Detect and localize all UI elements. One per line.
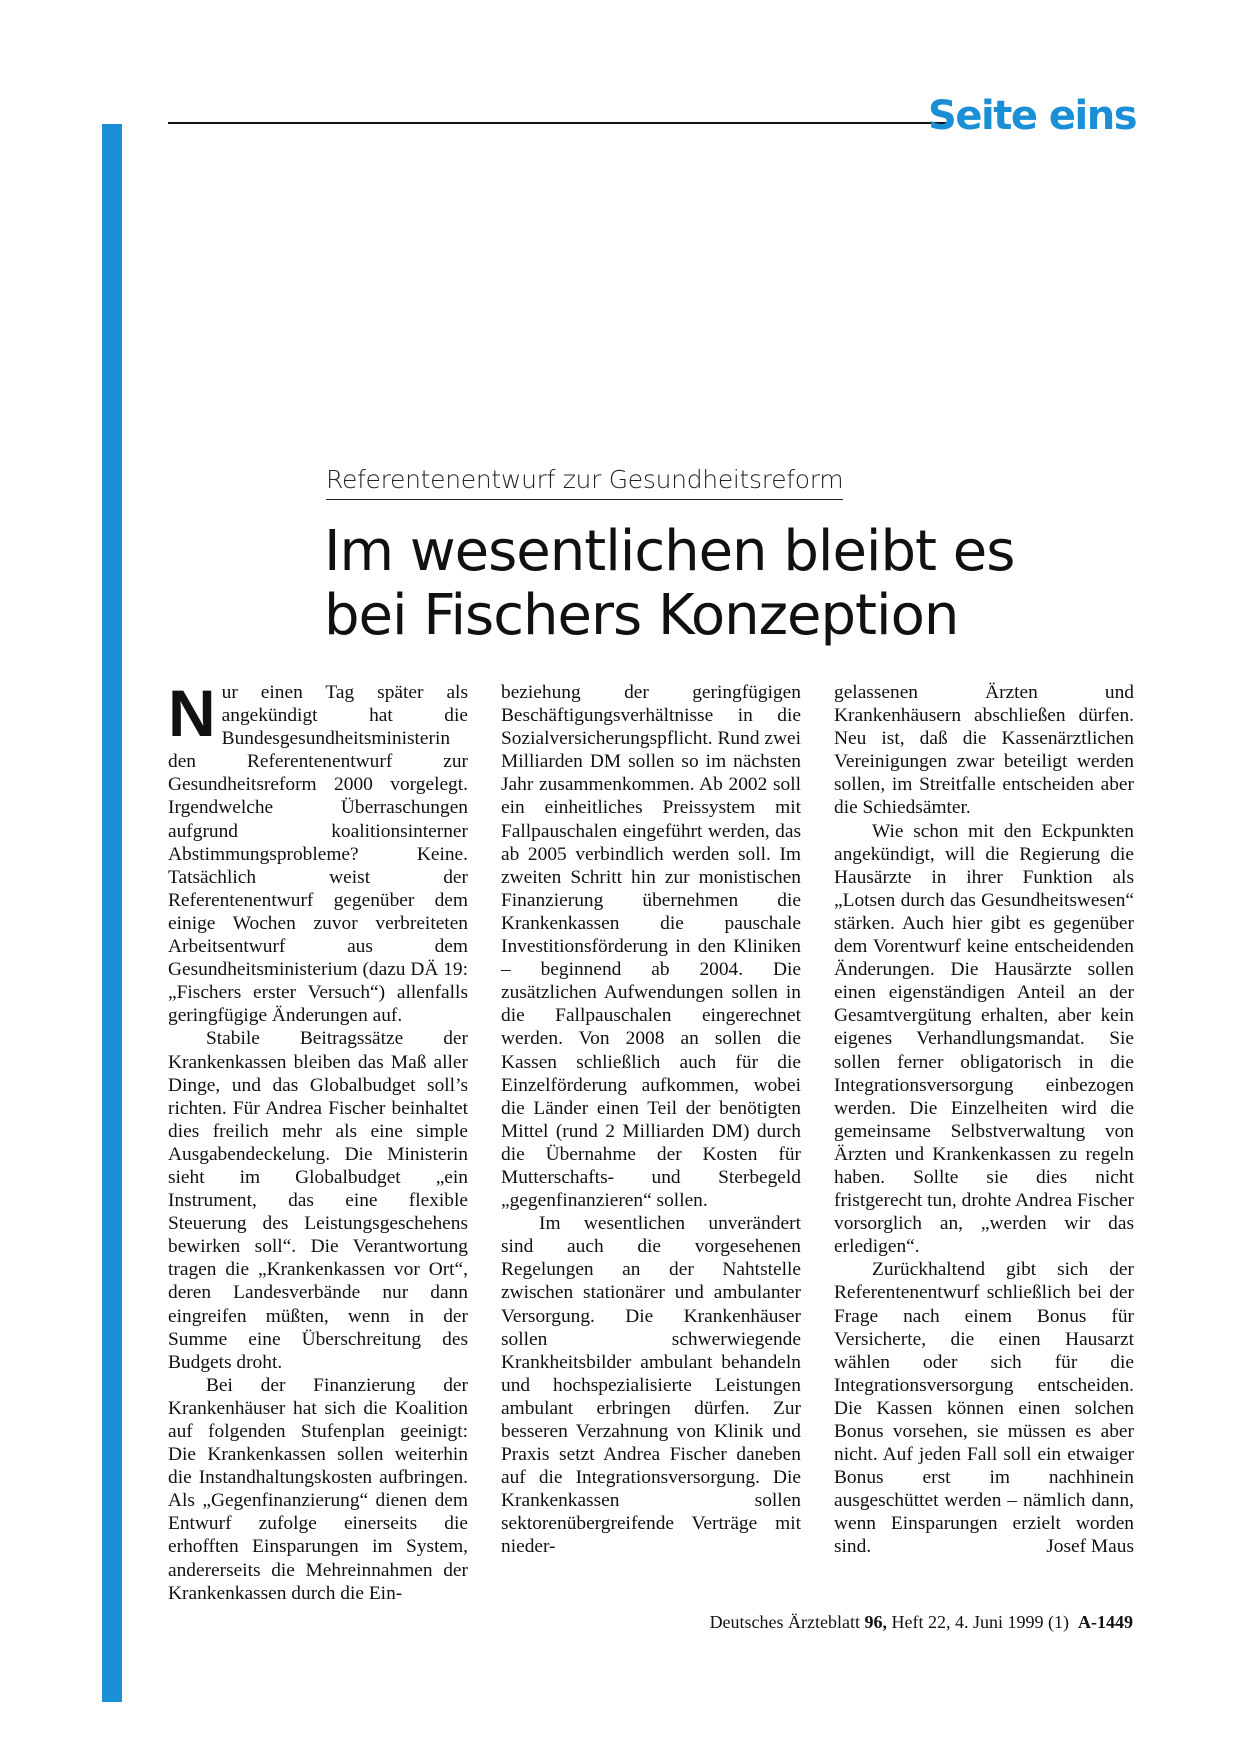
section-label: Seite eins	[928, 93, 1136, 139]
drop-cap: N	[168, 676, 216, 750]
article-body	[168, 676, 1136, 1605]
article-headline	[324, 520, 1124, 648]
paragraph	[168, 676, 468, 1027]
header-rule	[168, 122, 946, 124]
paragraph: Wie schon mit den Eckpunkten angekündigt, will die Regierung die Hausärzte in ihrer Funktion als „Lotsen durch das Gesundheitswesen“ stärken. Auch hier gibt es gegenüber dem Vorentwurf keine entscheidenden Änderungen. Die Hausärzte sollen einen eigenständigen Anteil an der Gesamtvergütung erhalten, aber kein eigenes Verhandlungsmandat. Sie sollen ferner obligatorisch in die Integrationsversorgung einbezogen werden. Die Einzelheiten wird die gemeinsame Selbstverwaltung von Ärzten und Krankenkassen zu regeln haben. Sollte sie dies nicht fristgerecht tun, drohte Andrea Fischer vorsorglich an, „werden wir das erledigen“.	[834, 820, 1134, 1258]
page-number: A-1449	[1078, 1612, 1133, 1632]
paragraph: Stabile Beitragssätze der Krankenkassen bleiben das Maß aller Dinge, und das Globalbudget soll’s richten. Für Andrea Fischer beinhaltet dies freilich mehr als eine simple Ausgabendeckelung. Die Ministerin sieht im Globalbudget „ein Instrument, das eine flexible Steuerung des Leistungsgeschehens bewirken soll“. Die Verantwortung tragen die „Krankenkassen vor Ort“, deren Landesverbände nur dann eingreifen müßten, wenn in der Summe eine Überschreitung des Budgets droht.	[168, 1028, 468, 1373]
accent-side-bar	[102, 124, 122, 1702]
journal-name: Deutsches Ärzteblatt	[709, 1612, 861, 1632]
paragraph-text: ur einen Tag später als angekündigt hat die Bundesgesundheitsministerin den Referentenentwurf zur Gesundheitsreform 2000 vorgelegt. Irgendwelche Überraschungen aufgrund koalitionsinterner Abstimmungsprobleme? Keine. Tatsächlich weist der Referentenentwurf gegenüber dem einige Wochen zuvor verbreiteten Arbeitsentwurf aus dem Gesundheitsministerium (dazu DÄ 19: „Fischers erster Versuch“) allenfalls geringfügige Änderungen auf.	[168, 682, 468, 1027]
paragraph: gelassenen Ärzten und Krankenhäusern abschließen dürfen. Neu ist, daß die Kassenärztlichen Vereinigungen zwar beteiligt werden sollen, im Streitfalle entscheiden aber die Schiedsämter.	[834, 682, 1134, 819]
column-2	[501, 681, 801, 1605]
paragraph: Bei der Finanzierung der Krankenhäuser hat sich die Koalition auf folgenden Stufenplan geeinigt: Die Krankenkassen sollen weiterhin die Instandhaltungskosten aufbringen. Als „Gegenfinanzierung“ dienen dem Entwurf zufolge einerseits die erhofften Einsparungen im System, andererseits die Mehreinnahmen der Krankenkassen durch die Ein-	[168, 1374, 468, 1604]
column-3	[834, 681, 1134, 1605]
volume-number: 96,	[864, 1612, 888, 1632]
paragraph-text: Zurückhaltend gibt sich der Referentenentwurf schließlich bei der Frage nach einem Bonus für Versicherte, die einen Hausarzt wählen oder sich für die Integrationsversorgung entscheiden. Die Kassen können einen solchen Bonus vorsehen, sie müssen es aber nicht. Auf jeden Fall soll ein etwaiger Bonus erst im nachhinein ausgeschüttet werden – nämlich dann, wenn Einsparungen erzielt worden sind.	[834, 1259, 1134, 1558]
headline-line-2: bei Fischers Konzeption	[324, 583, 959, 648]
paragraph: beziehung der geringfügigen Beschäftigungsverhältnisse in die Sozialversicherungspflicht. Rund zwei Milliarden DM sollen so im nächsten Jahr zusammenkommen. Ab 2002 soll ein einheitliches Preissystem mit Fallpauschalen eingeführt werden, das ab 2005 verbindlich werden soll. Im zweiten Schritt hin zur monistischen Finanzierung übernehmen die Krankenkassen die pauschale Investitionsförderung in den Kliniken – beginnend ab 2004. Die zusätzlichen Aufwendungen sollen in die Fallpauschalen eingerechnet werden. Von 2008 an sollen die Kassen schließlich auch für die Einzelförderung aufkommen, wobei die Länder einen Teil der benötigten Mittel (rund 2 Milliarden DM) durch die Übernahme der Kosten für Mutterschafts- und Sterbegeld „gegenfinanzieren“ sollen.	[501, 682, 801, 1212]
paragraph	[834, 1258, 1134, 1558]
page-footer	[710, 1612, 1133, 1633]
headline-line-1: Im wesentlichen bleibt es	[324, 519, 1015, 584]
author-signature: Josef Maus	[1046, 1536, 1134, 1558]
issue-date: Heft 22, 4. Juni 1999 (1)	[891, 1612, 1069, 1632]
article-kicker: Referentenentwurf zur Gesundheitsreform	[326, 465, 843, 500]
column-1	[168, 676, 468, 1605]
paragraph: Im wesentlichen unverändert sind auch die vorgesehenen Regelungen an der Nahtstelle zwischen stationärer und ambulanter Versorgung. Die Krankenhäuser sollen schwerwiegende Krankheitsbilder ambulant behandeln und hochspezialisierte Leistungen ambulant erbringen dürfen. Zur besseren Verzahnung von Klinik und Praxis setzt Andrea Fischer daneben auf die Integrationsversorgung. Die Krankenkassen sollen sektorenübergreifende Verträge mit nieder-	[501, 1213, 801, 1558]
